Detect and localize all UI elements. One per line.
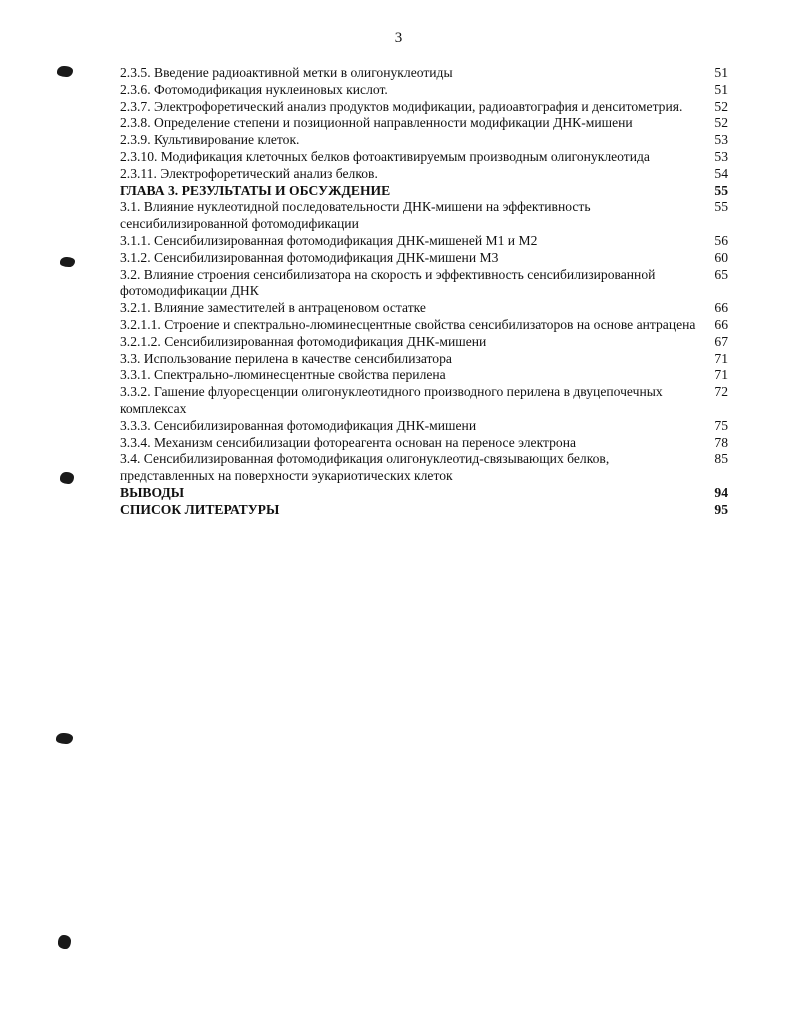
toc-entry-page: 66: [714, 300, 728, 316]
toc-entry-page: 78: [714, 434, 728, 450]
toc-entry-number: 2.3.6.: [120, 81, 151, 97]
scan-blot: [60, 257, 75, 267]
toc-entry-text: Механизм сенсибилизации фотореагента основан на переносе электрона: [154, 434, 577, 450]
toc-entry-text: Сенсибилизированная фотомодификация ДНК-мишени: [154, 417, 477, 433]
toc-entry-page: 52: [714, 98, 728, 114]
toc-entry-page: 71: [714, 350, 728, 366]
toc-entry-page: 54: [714, 165, 728, 181]
toc-entry: [120, 435, 728, 452]
toc-entry-title: [120, 132, 700, 149]
toc-entry-page: 72: [714, 384, 728, 400]
toc-entry-title: [120, 99, 700, 116]
toc-entry-title: [120, 250, 700, 267]
toc-entry-number: 2.3.11.: [120, 165, 157, 181]
scan-blot: [60, 472, 74, 484]
toc-entry-title: [120, 115, 700, 132]
toc-entry-title: [120, 351, 700, 368]
toc-entry-text: СПИСОК ЛИТЕРАТУРЫ: [120, 501, 280, 517]
toc-entry-text: Спектрально-люминесцентные свойства перилена: [154, 367, 446, 383]
toc-entry-number: 3.3.2.: [120, 384, 151, 400]
toc-entry-title: [120, 183, 700, 200]
toc-entry-text: Строение и спектрально-люминесцентные свойства сенсибилизаторов на основе антрацена: [164, 316, 696, 332]
toc-entry-number: 3.1.1.: [120, 232, 151, 248]
toc-entry-text: РЕЗУЛЬТАТЫ И ОБСУЖДЕНИЕ: [181, 182, 391, 198]
toc-entry-title: [120, 166, 700, 183]
toc-entry-title: [120, 418, 700, 435]
toc-entry-text: Влияние строения сенсибилизатора на скорость и эффективность сенсибилизированной фотомодификации ДНК: [120, 266, 656, 299]
toc-entry: [120, 267, 728, 301]
toc-entry-page: 85: [714, 451, 728, 467]
toc-entry: [120, 502, 728, 519]
scan-blot: [58, 935, 71, 949]
toc-entry: [120, 99, 728, 116]
table-of-contents: [120, 65, 728, 519]
toc-entry-title: [120, 233, 700, 250]
toc-entry: [120, 367, 728, 384]
toc-entry-title: [120, 199, 700, 233]
toc-entry-page: 66: [714, 316, 728, 332]
toc-entry-title: [120, 300, 700, 317]
toc-entry: [120, 65, 728, 82]
toc-entry-number: ГЛАВА 3.: [120, 182, 179, 198]
toc-entry: [120, 451, 728, 485]
toc-entry-text: Сенсибилизированная фотомодификация ДНК-мишени: [164, 333, 487, 349]
toc-entry: [120, 233, 728, 250]
toc-entry-text: Фотомодификация нуклеиновых кислот.: [154, 81, 388, 97]
toc-entry-number: 2.3.10.: [120, 148, 158, 164]
toc-entry-number: 3.2.1.2.: [120, 333, 161, 349]
toc-entry-page: 71: [714, 367, 728, 383]
toc-entry-page: 60: [714, 249, 728, 265]
toc-entry-title: [120, 384, 700, 418]
toc-entry-text: Влияние нуклеотидной последовательности ДНК-мишени на эффективность сенсибилизированной фотомодификации: [120, 199, 591, 232]
toc-entry-page: 75: [714, 417, 728, 433]
toc-entry-text: Использование перилена в качестве сенсибилизатора: [143, 350, 452, 366]
toc-entry-page: 67: [714, 333, 728, 349]
toc-entry: [120, 418, 728, 435]
toc-entry: [120, 485, 728, 502]
toc-entry-number: 3.1.: [120, 199, 141, 215]
toc-entry-number: 3.1.2.: [120, 249, 151, 265]
toc-entry-text: Влияние заместителей в антраценовом остатке: [154, 300, 426, 316]
toc-entry-title: [120, 149, 700, 166]
toc-entry-number: 3.3.3.: [120, 417, 151, 433]
toc-entry: [120, 149, 728, 166]
toc-entry-number: 2.3.5.: [120, 65, 151, 80]
toc-entry: [120, 384, 728, 418]
toc-entry-page: 94: [714, 484, 728, 500]
toc-entry: [120, 115, 728, 132]
toc-entry-text: Сенсибилизированная фотомодификация олигонуклеотид-связывающих белков, представленных на поверхности эукариотических клеток: [120, 451, 610, 484]
toc-entry-title: [120, 485, 700, 502]
toc-entry-text: Введение радиоактивной метки в олигонуклеотиды: [154, 65, 453, 80]
toc-entry-number: 3.2.1.1.: [120, 316, 161, 332]
toc-entry-page: 65: [714, 266, 728, 282]
toc-entry-title: [120, 451, 700, 485]
toc-entry-number: 2.3.8.: [120, 115, 151, 131]
toc-entry-title: [120, 317, 700, 334]
toc-entry: [120, 300, 728, 317]
toc-entry-title: [120, 502, 700, 519]
toc-entry: [120, 166, 728, 183]
toc-entry: [120, 199, 728, 233]
toc-entry: [120, 351, 728, 368]
toc-entry-text: Модификация клеточных белков фотоактивируемым производным олигонуклеотида: [160, 148, 650, 164]
toc-entry-title: [120, 82, 700, 99]
toc-entry-page: 51: [714, 81, 728, 97]
toc-entry-number: 3.2.1.: [120, 300, 151, 316]
toc-entry-title: [120, 367, 700, 384]
toc-entry-title: [120, 267, 700, 301]
toc-entry-title: [120, 435, 700, 452]
toc-entry: [120, 82, 728, 99]
page-number: 3: [394, 30, 403, 46]
toc-entry-page: 53: [714, 148, 728, 164]
toc-entry-page: 55: [714, 182, 728, 198]
toc-entry-page: 52: [714, 115, 728, 131]
toc-entry-page: 53: [714, 132, 728, 148]
toc-entry-page: 55: [714, 199, 728, 215]
toc-entry: [120, 250, 728, 267]
toc-entry-number: 3.3.: [120, 350, 141, 366]
toc-entry-text: Сенсибилизированная фотомодификация ДНК-мишени M3: [154, 249, 499, 265]
toc-entry: [120, 183, 728, 200]
toc-entry-text: ВЫВОДЫ: [120, 484, 185, 500]
toc-entry: [120, 317, 728, 334]
toc-entry-page: 51: [714, 65, 728, 80]
toc-entry-text: Культивирование клеток.: [154, 132, 300, 148]
toc-entry-number: 3.3.1.: [120, 367, 151, 383]
toc-entry-number: 2.3.9.: [120, 132, 151, 148]
toc-entry-title: [120, 334, 700, 351]
toc-entry: [120, 132, 728, 149]
toc-entry-text: Сенсибилизированная фотомодификация ДНК-мишеней M1 и M2: [154, 232, 538, 248]
toc-entry-number: 3.4.: [120, 451, 141, 467]
toc-entry-text: Электрофоретический анализ белков.: [160, 165, 378, 181]
toc-entry-title: [120, 65, 700, 82]
toc-entry-number: 3.3.4.: [120, 434, 151, 450]
scan-blot: [57, 66, 73, 77]
toc-entry-text: Электрофоретический анализ продуктов модификации, радиоавтография и денситометрия.: [154, 98, 683, 114]
toc-entry: [120, 334, 728, 351]
toc-entry-text: Определение степени и позиционной направленности модификации ДНК-мишени: [154, 115, 633, 131]
toc-entry-page: 95: [714, 501, 728, 517]
toc-entry-page: 56: [714, 232, 728, 248]
toc-entry-number: 3.2.: [120, 266, 141, 282]
toc-entry-number: 2.3.7.: [120, 98, 151, 114]
scan-blot: [56, 733, 73, 744]
toc-entry-text: Гашение флуоресценции олигонуклеотидного производного перилена в двуцепочечных комплексах: [120, 384, 663, 416]
